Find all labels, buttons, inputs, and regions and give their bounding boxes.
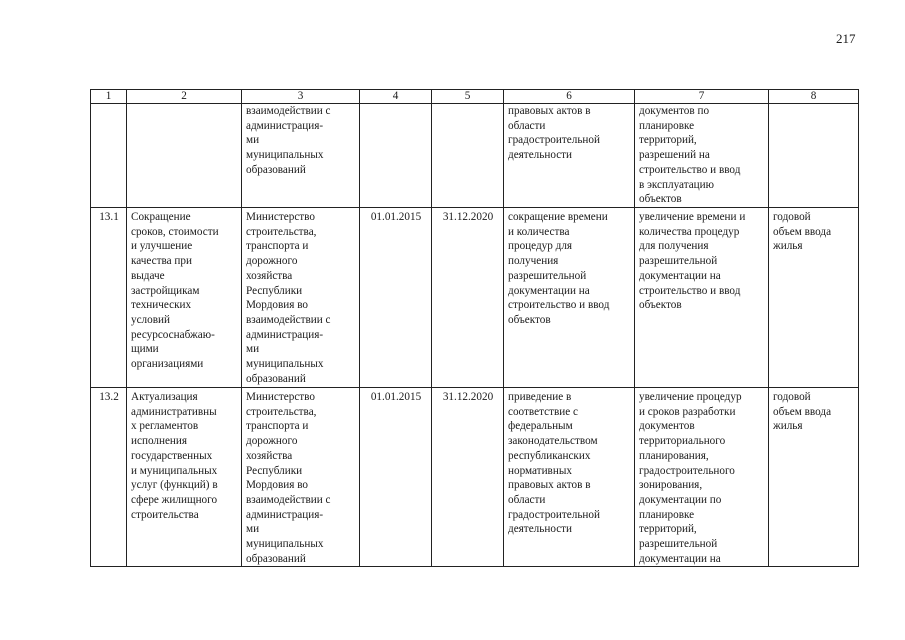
column-header: 7 [635, 90, 769, 104]
column-header: 2 [127, 90, 242, 104]
expected-result-cell: сокращение времени и количества процедур для получения разрешительной документации на строительство и ввод объектов [504, 208, 635, 388]
column-number-row [91, 90, 859, 104]
page-number: 217 [836, 31, 856, 46]
start-date-cell: 01.01.2015 [360, 208, 432, 388]
start-date-cell: 01.01.2015 [360, 388, 432, 567]
expected-result-cell: приведение в соответствие с федеральным законодательством республиканских нормативных правовых актов в области градостроительной деятельности [504, 388, 635, 567]
executor-cell: Министерство строительства, транспорта и дорожного хозяйства Республики Мордовия во взаимодействии с администрация- ми муниципальных образований [242, 388, 360, 567]
measure-name-cell [127, 104, 242, 208]
consequence-cell: увеличение процедур и сроков разработки документов территориального планирования, градостроительного зонирования, документации по планировке территорий, разрешительной документации на [635, 388, 769, 567]
indicator-cell: годовой объем ввода жилья [769, 208, 859, 388]
end-date-cell: 31.12.2020 [432, 208, 504, 388]
row-number-cell: 13.2 [91, 388, 127, 567]
action-plan-table [90, 89, 859, 567]
column-header: 4 [360, 90, 432, 104]
table-row [91, 388, 859, 567]
column-header: 1 [91, 90, 127, 104]
column-header: 6 [504, 90, 635, 104]
table-row [91, 104, 859, 208]
row-number-cell: 13.1 [91, 208, 127, 388]
executor-cell: Министерство строительства, транспорта и дорожного хозяйства Республики Мордовия во взаимодействии с администрация- ми муниципальных образований [242, 208, 360, 388]
end-date-cell: 31.12.2020 [432, 388, 504, 567]
expected-result-cell: правовых актов в области градостроительной деятельности [504, 104, 635, 208]
measure-name-cell: Сокращение сроков, стоимости и улучшение качества при выдаче застройщикам технических условий ресурсоснабжаю- щими организациями [127, 208, 242, 388]
column-header: 5 [432, 90, 504, 104]
start-date-cell [360, 104, 432, 208]
executor-cell: взаимодействии с администрация- ми муниципальных образований [242, 104, 360, 208]
consequence-cell: документов по планировке территорий, разрешений на строительство и ввод в эксплуатацию объектов [635, 104, 769, 208]
row-number-cell [91, 104, 127, 208]
measure-name-cell: Актуализация административны х регламентов исполнения государственных и муниципальных услуг (функций) в сфере жилищного строительства [127, 388, 242, 567]
consequence-cell: увеличение времени и количества процедур для получения разрешительной документации на строительство и ввод объектов [635, 208, 769, 388]
column-header: 8 [769, 90, 859, 104]
end-date-cell [432, 104, 504, 208]
table-row [91, 208, 859, 388]
indicator-cell [769, 104, 859, 208]
indicator-cell: годовой объем ввода жилья [769, 388, 859, 567]
column-header: 3 [242, 90, 360, 104]
